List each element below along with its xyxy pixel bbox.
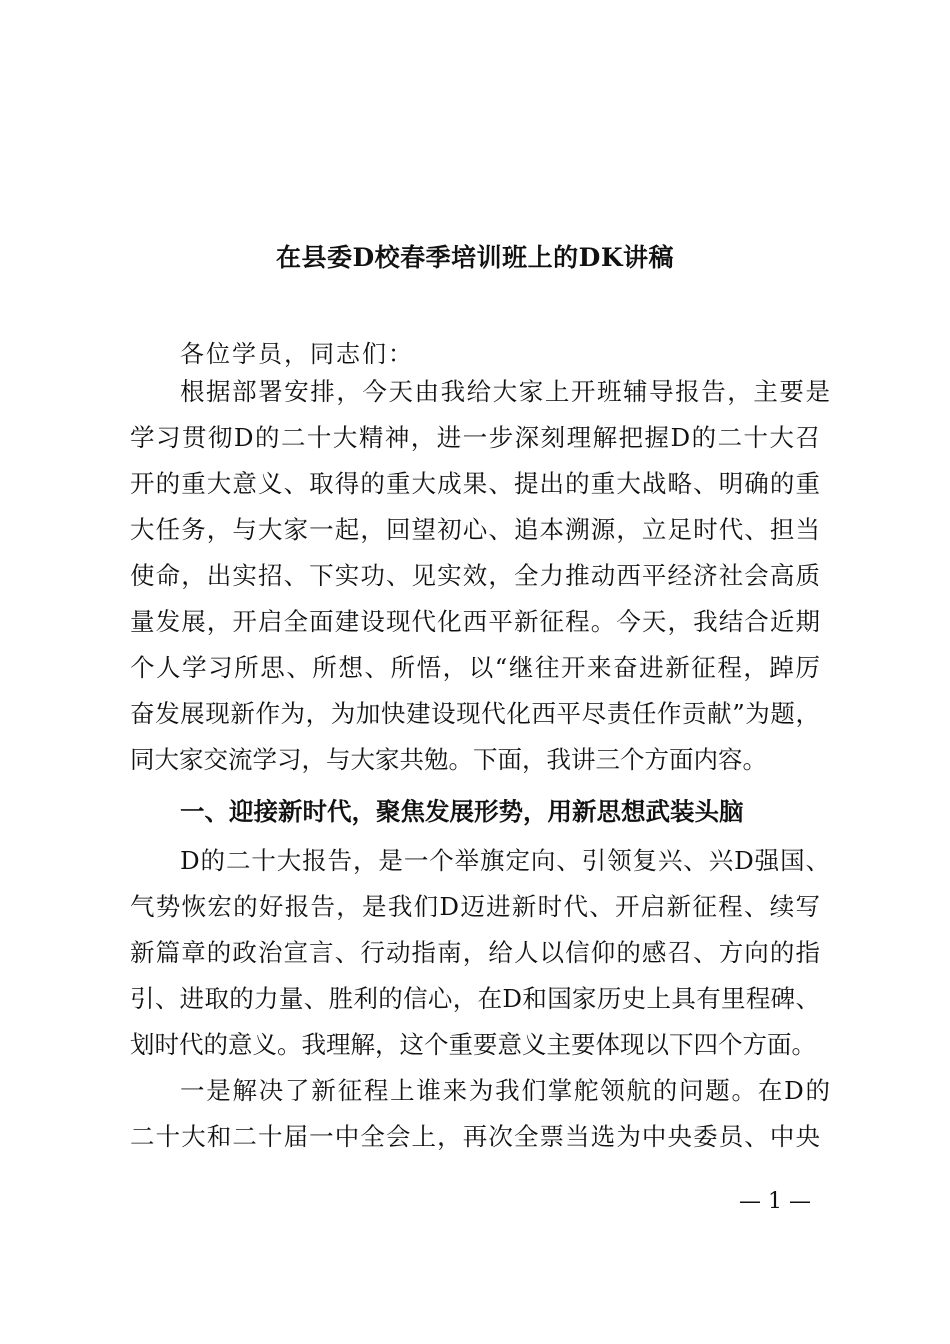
paragraph-line: 学习贯彻D的二十大精神，进一步深刻理解把握D的二十大召 (130, 423, 820, 452)
paragraph-line: 个人学习所思、所想、所悟，以“继往开来奋进新征程，踔厉 (130, 653, 820, 682)
page-number: — 1 — (739, 1189, 811, 1214)
paragraph-line: 二十大和二十届一中全会上，再次全票当选为中央委员、中央 (130, 1122, 820, 1151)
paragraph-line: 奋发展现新作为，为加快建设现代化西平尽责任作贡献”为题， (130, 699, 820, 728)
paragraph-line: 一是解决了新征程上谁来为我们掌舵领航的问题。在D的 (180, 1076, 830, 1105)
section-heading: 一、迎接新时代，聚焦发展形势，用新思想武装头脑 (180, 797, 744, 826)
paragraph-line: 开的重大意义、取得的重大成果、提出的重大战略、明确的重 (130, 469, 820, 498)
paragraph-line: 使命，出实招、下实功、见实效，全力推动西平经济社会高质 (130, 561, 820, 590)
paragraph-line: 大任务，与大家一起，回望初心、追本溯源，立足时代、担当 (130, 515, 820, 544)
paragraph-line: 同大家交流学习，与大家共勉。下面，我讲三个方面内容。 (130, 745, 767, 774)
paragraph-line: 气势恢宏的好报告，是我们D迈进新时代、开启新征程、续写 (130, 892, 820, 921)
salutation: 各位学员，同志们： (180, 340, 414, 368)
document-title: 在县委D校春季培训班上的DK讲稿 (275, 243, 675, 272)
paragraph-line: D的二十大报告，是一个举旗定向、引领复兴、兴D强国、 (180, 846, 830, 875)
paragraph-line: 根据部署安排，今天由我给大家上开班辅导报告，主要是 (180, 377, 830, 406)
paragraph-line: 划时代的意义。我理解，这个重要意义主要体现以下四个方面。 (130, 1030, 816, 1059)
paragraph-line: 新篇章的政治宣言、行动指南，给人以信仰的感召、方向的指 (130, 938, 820, 967)
paragraph-line: 量发展，开启全面建设现代化西平新征程。今天，我结合近期 (130, 607, 820, 636)
paragraph-line: 引、进取的力量、胜利的信心，在D和国家历史上具有里程碑、 (130, 984, 820, 1013)
